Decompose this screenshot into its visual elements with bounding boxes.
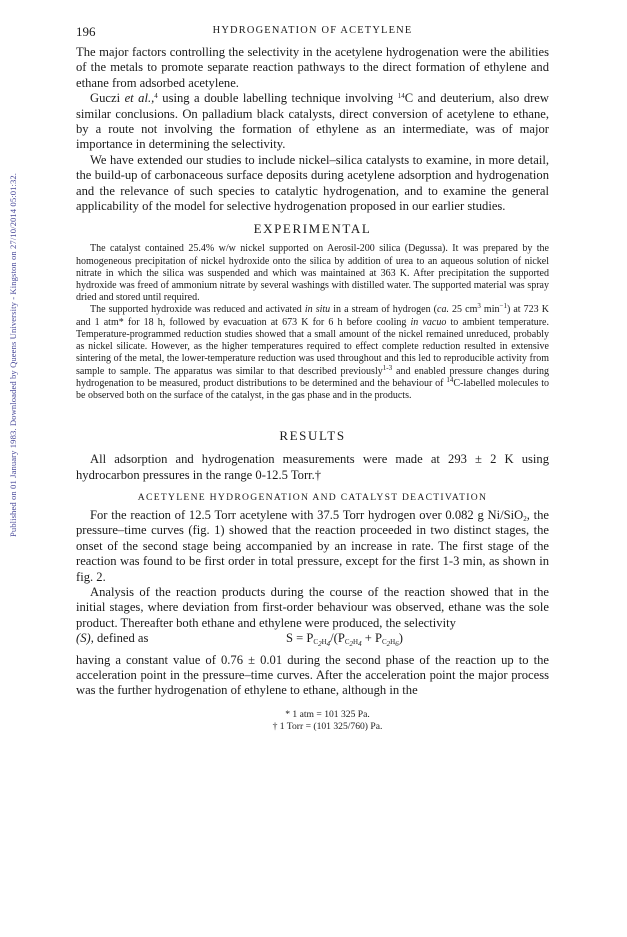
- experimental-paragraph-1: The catalyst contained 25.4% w/w nickel supported on Aerosil-200 silica (Degussa). It was prepared by the homogeneous precipitation of nickel hydroxide onto the silica by addition of urea to an aqueous solution of nickel nitrate in which the silica was suspended and which was maintained at 363 K. After precipitation the supported hydroxide was freed of ammonium nitrate by several washings with distilled water. The supported material was spray dried and stored until required.: [76, 243, 549, 304]
- results-paragraph-2: For the reaction of 12.5 Torr acetylene with 37.5 Torr hydrogen over 0.082 g Ni/SiO$_2$, the pressure–time curves (fig. 1) showed that the reaction proceeded in two distinct stages, the onset of the second stage being accompanied by an increase in rate. The first stage of the reaction was found to be first order in total pressure, except for the first 1-3 min, as shown in fig. 2.: [76, 507, 549, 584]
- footnotes: [76, 709, 549, 733]
- experimental-heading: EXPERIMENTAL: [253, 221, 372, 237]
- selectivity-symbol: (S): [76, 631, 91, 646]
- intro-paragraph-3: We have extended our studies to include nickel–silica catalysts to examine, in more detail, the build-up of carbonaceous surface deposits during acetylene adsorption and hydrogenation and the relevance of such species to catalytic hydrogenation, and to examine the general applicability of the model for selective hydrogenation proposed in our earlier studies.: [76, 152, 549, 214]
- intro-paragraph-2: Guczi et al.,$^4$ using a double labelling technique involving $^{14}$C and deuterium, also drew similar conclusions. On palladium black catalysts, direct conversion of acetylene to ethane, by a route not involving the formation of ethylene as an intermediate, was of major importance in determining the selectivity.: [76, 91, 549, 152]
- download-watermark-text: Published on 01 January 1983. Downloaded by Queens University - Kingston on 27/10/2014 05:01:32.: [8, 172, 18, 538]
- intro-paragraph-1: The major factors controlling the selectivity in the acetylene hydrogenation were the abilities of the metals to promote separate reaction pathways to the direct formation of ethylene and ethane from adsorbed acetylene.: [76, 45, 549, 90]
- footnote-torr: † 1 Torr = (101 325/760) Pa.: [272, 720, 383, 732]
- results-paragraph-3: Analysis of the reaction products during the course of the reaction showed that in the initial stages, where deviation from first-order behaviour was observed, ethane was the sole product. Thereafter both ethane and ethylene were produced, the selectivity: [76, 584, 549, 630]
- selectivity-line: [76, 631, 549, 649]
- footnote-atm: * 1 atm = 101 325 Pa.: [285, 708, 370, 720]
- experimental-paragraph-2: The supported hydroxide was reduced and activated in situ in a stream of hydrogen (ca. 25 $cm^3$ $\min^{-1}$) at 723 K and 1 atm* for 18 h, followed by evacuation at 673 K for 6 h before cooling in vacuo to ambient temperature. Temperature-programmed reduction studies showed that a small amount of the nickel remained unreduced, probably as nickel silicate. However, as the higher temperatures required to effect complete reduction resulted in extensive sintering of the metal, the lower-temperature reduction was used throughout and this led to reproducible activity from sample to sample. The apparatus was similar to that described previously$^{1-3}$ and enabled pressure changes during hydrogenation to be measured, product distributions to be determined and the behaviour of $^{14}$C-labelled molecules to be observed both on the surface of the catalyst, in the gas phase and in the products.: [76, 302, 549, 401]
- results-heading: RESULTS: [279, 428, 346, 444]
- download-watermark: [6, 120, 20, 590]
- page-number: 196: [76, 24, 96, 39]
- results-paragraph-4: having a constant value of 0.76 ± 0.01 during the second phase of the reaction up to the acceleration point in the pressure–time curves. After the acceleration point the major process was the further hydrogenation of ethylene to ethane, although in the: [76, 652, 549, 698]
- page-header: [76, 24, 549, 42]
- results-paragraph-1: All adsorption and hydrogenation measurements were made at 293 ± 2 K using hydrocarbon pressures in the range 0-12.5 Torr.†: [76, 452, 549, 482]
- running-title: HYDROGENATION OF ACETYLENE: [212, 25, 413, 36]
- selectivity-equation: $S = P_{C_2H_4}/(P_{C_2H_4} + P_{C_2H_6})$: [286, 631, 403, 649]
- page-body: [76, 45, 549, 733]
- selectivity-defined-text: , defined as: [90, 631, 149, 646]
- acetylene-hydrogenation-subheading: ACETYLENE HYDROGENATION AND CATALYST DEACTIVATION: [137, 491, 488, 503]
